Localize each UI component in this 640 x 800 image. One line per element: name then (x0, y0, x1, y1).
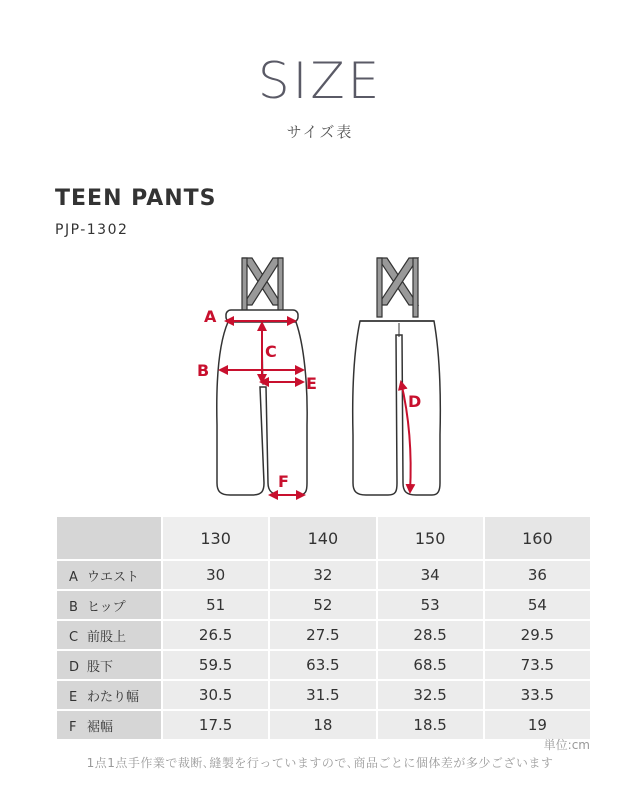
unit-note: 単位:cm (543, 738, 590, 752)
table-cell: 30 (162, 560, 269, 590)
table-cell: 36 (484, 560, 591, 590)
table-cell: 34 (377, 560, 484, 590)
back-view (353, 258, 441, 495)
measure-row-label (56, 620, 162, 650)
handmade-note: 1点1点手作業で裁断､縫製を行っていますので､商品ごとに個体差が多少ございます (86, 756, 554, 770)
table-cell: 59.5 (162, 650, 269, 680)
measure-name: 裾幅 (87, 719, 114, 735)
table-cell: 28.5 (377, 620, 484, 650)
table-cell: 27.5 (269, 620, 376, 650)
table-cell: 17.5 (162, 710, 269, 740)
product-name: TEEN PANTS (55, 186, 217, 211)
measure-row-label (56, 650, 162, 680)
measure-name: ウエスト (87, 569, 140, 585)
measure-d-label: D (408, 392, 422, 411)
measure-name: 前股上 (87, 629, 127, 645)
measure-letter: A (69, 569, 78, 585)
measure-name: 股下 (87, 659, 114, 675)
table-row (56, 680, 591, 710)
table-cell: 54 (484, 590, 591, 620)
product-code: PJP-1302 (55, 222, 129, 238)
pants-diagram (190, 255, 450, 507)
back-pants-outline (353, 321, 441, 495)
table-cell: 32 (269, 560, 376, 590)
table-row (56, 620, 591, 650)
table-cell: 32.5 (377, 680, 484, 710)
measure-row-label (56, 590, 162, 620)
measure-name: わたり幅 (87, 689, 140, 705)
page-title: SIZE (257, 52, 383, 110)
size-header-row (56, 516, 591, 560)
front-view (197, 258, 317, 495)
table-cell: 29.5 (484, 620, 591, 650)
measure-letter: F (69, 719, 77, 735)
table-row (56, 560, 591, 590)
measure-row-label (56, 680, 162, 710)
measure-f-label: F (278, 472, 289, 491)
table-cell: 68.5 (377, 650, 484, 680)
table-row (56, 650, 591, 680)
measure-e-label: E (306, 374, 317, 393)
measure-letter: D (69, 659, 80, 675)
measure-letter: C (69, 629, 79, 645)
size-column-header: 160 (484, 516, 591, 560)
front-suspenders (242, 258, 283, 317)
size-column-header: 140 (269, 516, 376, 560)
table-cell: 19 (484, 710, 591, 740)
size-column-header: 130 (162, 516, 269, 560)
table-corner-cell (56, 516, 162, 560)
table-cell: 33.5 (484, 680, 591, 710)
measure-name: ヒップ (87, 599, 126, 615)
table-row (56, 710, 591, 740)
table-cell: 52 (269, 590, 376, 620)
table-cell: 51 (162, 590, 269, 620)
table-cell: 30.5 (162, 680, 269, 710)
table-cell: 26.5 (162, 620, 269, 650)
measure-row-label (56, 710, 162, 740)
page-subtitle: サイズ表 (286, 123, 354, 141)
measure-a-label: A (204, 307, 217, 326)
measure-b-label: B (197, 361, 210, 380)
table-cell: 18.5 (377, 710, 484, 740)
measure-row-label (56, 560, 162, 590)
size-table (55, 515, 592, 741)
table-row (56, 590, 591, 620)
table-cell: 73.5 (484, 650, 591, 680)
table-cell: 31.5 (269, 680, 376, 710)
table-cell: 63.5 (269, 650, 376, 680)
measure-letter: B (69, 599, 78, 615)
back-suspenders (377, 258, 418, 317)
measure-c-label: C (265, 342, 277, 361)
measure-letter: E (69, 689, 78, 705)
table-cell: 53 (377, 590, 484, 620)
size-column-header: 150 (377, 516, 484, 560)
table-cell: 18 (269, 710, 376, 740)
